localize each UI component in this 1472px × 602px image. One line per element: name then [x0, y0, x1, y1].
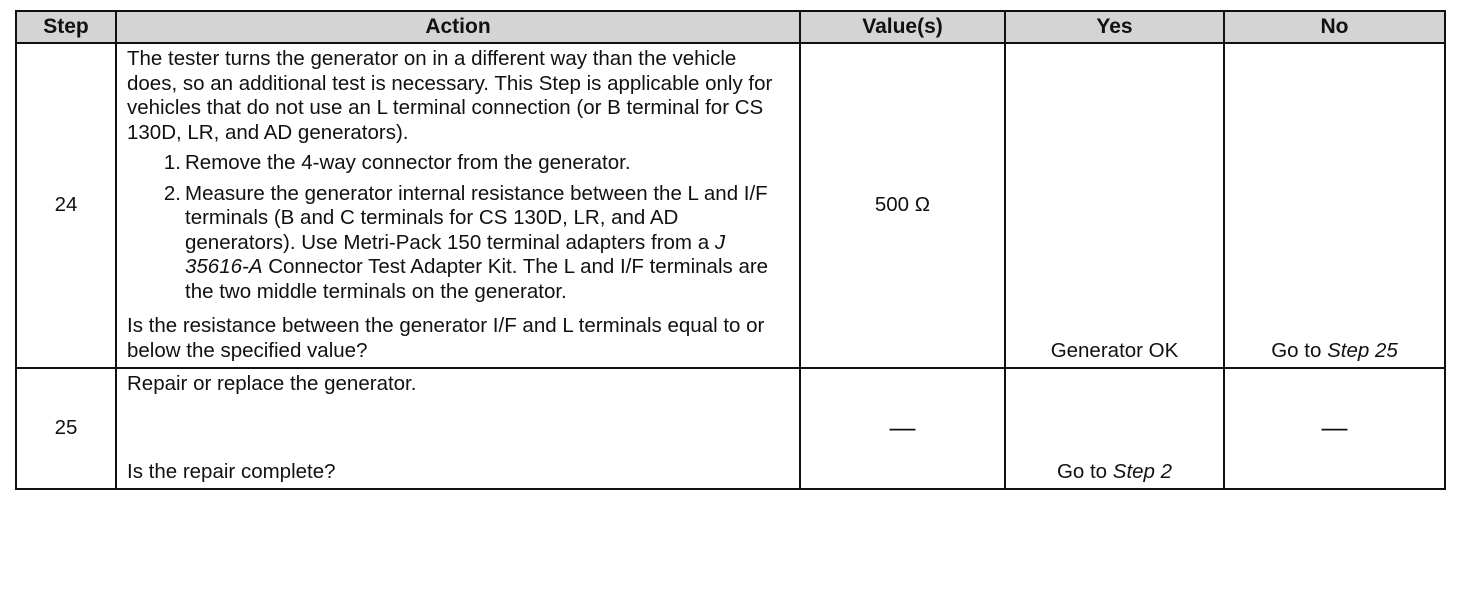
- step-number: 25: [16, 368, 116, 489]
- yes-prefix: Go to: [1056, 459, 1108, 483]
- header-values: Value(s): [800, 11, 1005, 43]
- action-intro: The tester turns the generator on in a different way than the vehicle does, so an additional test is necessary. This Step is applicable only for vehicles that do not use an L terminal connection (or B terminal for CS 130D, LR, and AD generators).: [127, 47, 773, 144]
- header-no: No: [1224, 11, 1445, 43]
- no-prefix: Go to: [1271, 338, 1322, 362]
- no-cell: [1224, 368, 1445, 489]
- value-cell: [800, 368, 1005, 489]
- header-row: [16, 11, 1445, 43]
- yes-cell: Generator OK: [1005, 43, 1224, 368]
- diagnostic-table: [15, 10, 1446, 490]
- action-question: Is the repair complete?: [127, 459, 336, 483]
- value-cell: 500 Ω: [800, 43, 1005, 368]
- action-cell: [116, 43, 800, 368]
- no-dash: —: [1321, 411, 1348, 442]
- substep-text: Measure the generator internal resistance between the L and I/F terminals (B and C terminals for CS 130D, LR, and AD generators). Use Metri-Pack 150 terminal adapters from a: [185, 181, 768, 254]
- no-cell: [1224, 43, 1445, 368]
- substep-number: 2 .: [151, 182, 181, 207]
- substep-number: 1 .: [151, 151, 181, 176]
- yes-cell: [1005, 368, 1224, 489]
- action-text: Repair or replace the generator.: [127, 372, 417, 395]
- header-yes: Yes: [1005, 11, 1224, 43]
- step-number: 24: [16, 43, 116, 368]
- substep-text: Connector Test Adapter Kit. The L and I/F terminals are the two middle terminals on the generator.: [185, 255, 769, 303]
- step-reference: Step 25: [1327, 338, 1398, 362]
- step-reference: Step 2: [1112, 459, 1173, 483]
- substep-text: Remove the 4-way connector from the generator.: [185, 151, 631, 174]
- table-row-step-24: [16, 43, 1445, 368]
- substep-item: [151, 151, 789, 176]
- action-question: Is the resistance between the generator I/F and L terminals equal to or below the specified value?: [127, 314, 765, 362]
- header-action: Action: [116, 11, 800, 43]
- action-cell: [116, 368, 800, 489]
- tool-reference: J 35616-A: [185, 230, 726, 278]
- value-dash: —: [889, 411, 916, 442]
- substep-item: [151, 182, 789, 305]
- table-row-step-25: [16, 368, 1445, 489]
- header-step: Step: [16, 11, 116, 43]
- substep-list: [127, 151, 789, 304]
